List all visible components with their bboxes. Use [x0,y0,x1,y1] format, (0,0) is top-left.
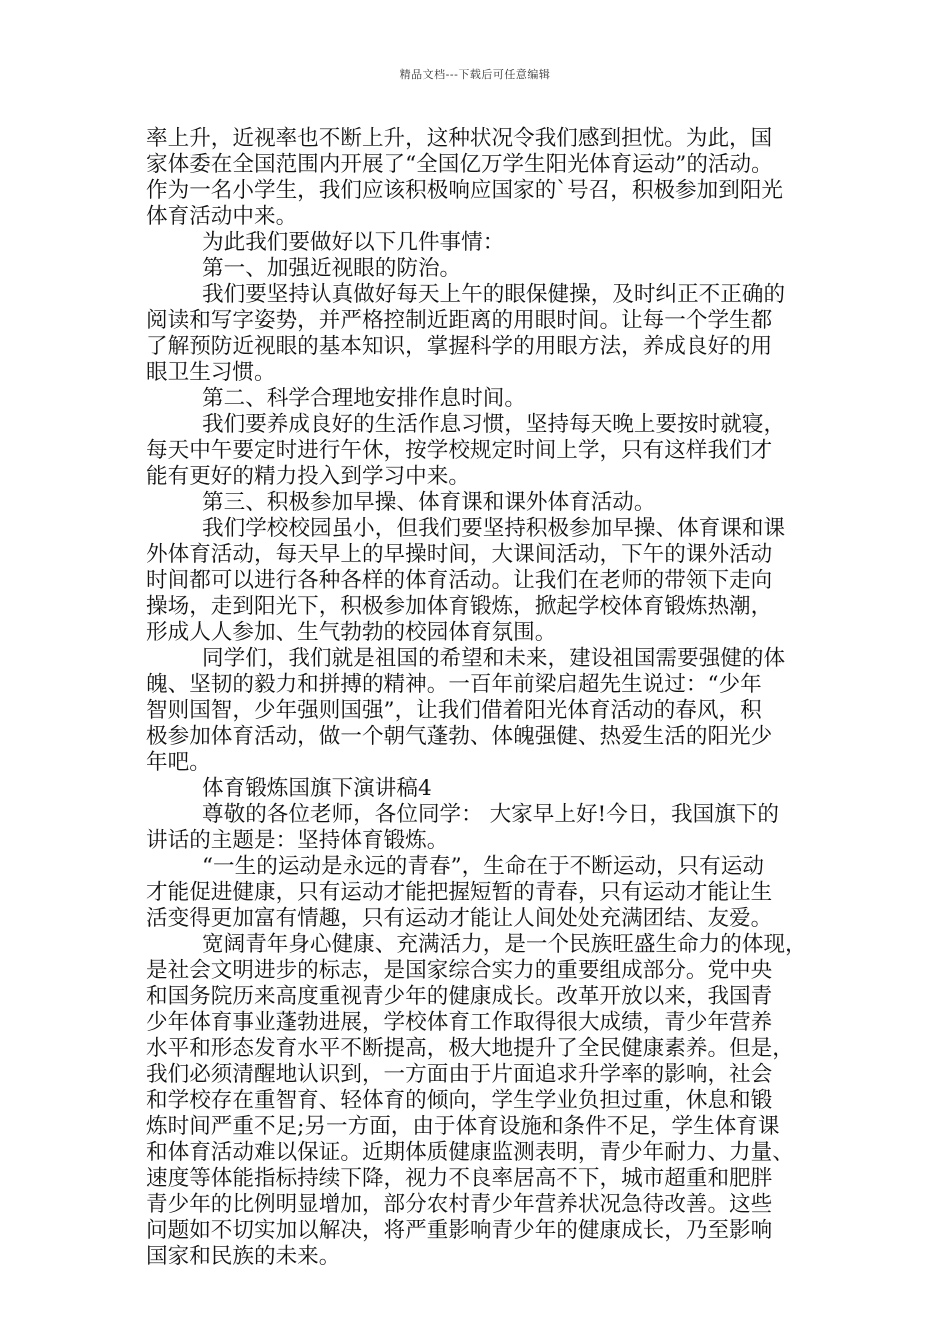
text-line: 活变得更加富有情趣，只有运动才能让人间处处充满团结、友爱。 [146,906,773,931]
text-line: 能有更好的精力投入到学习中来。 [146,464,470,489]
text-line: 魄、坚韧的毅力和拼搏的精神。一百年前梁启超先生说过：“少年 [146,672,762,697]
text-line: 宽阔青年身心健康、充满活力，是一个民族旺盛生命力的体现， [202,932,807,957]
text-line: 我们学校校园虽小，但我们要坚持积极参加早操、体育课和课 [202,516,786,541]
text-line: 尊敬的各位老师，各位同学： 大家早上好!今日，我国旗下的 [202,802,779,827]
text-line: 第三、积极参加早操、体育课和课外体育活动。 [202,490,656,515]
text-line: “一生的运动是永远的青春”，生命在于不断运动，只有运动 [202,854,764,879]
text-line: 少年体育事业蓬勃进展，学校体育工作取得很大成绩，青少年营养 [146,1010,773,1035]
text-line: 我们要坚持认真做好每天上午的眼保健操，及时纠正不正确的 [202,282,786,307]
text-line: 是社会文明进步的标志，是国家综合实力的重要组成部分。党中央 [146,958,773,983]
text-line: 第一、加强近视眼的防治。 [202,256,462,281]
text-line: 了解预防近视眼的基本知识，掌握科学的用眼方法，养成良好的用 [146,334,773,359]
text-line: 才能促进健康，只有运动才能把握短暂的青春，只有运动才能让生 [146,880,773,905]
text-line: 和体育活动难以保证。近期体质健康监测表明，青少年耐力、力量、 [146,1140,794,1165]
text-line: 青少年的比例明显增加，部分农村青少年营养状况急待改善。这些 [146,1192,773,1217]
text-line: 第二、科学合理地安排作息时间。 [202,386,526,411]
text-line: 我们必须清醒地认识到，一方面由于片面追求升学率的影响，社会 [146,1062,773,1087]
text-line: 年吧。 [146,750,211,775]
page-header: 精品文档---下载后可任意编辑 [399,68,551,81]
text-line: 水平和形态发育水平不断提高，极大地提升了全民健康素养。但是， [146,1036,794,1061]
text-line: 阅读和写字姿势，并严格控制近距离的用眼时间。让每一个学生都 [146,308,773,333]
text-line: 家体委在全国范围内开展了“全国亿万学生阳光体育运动”的活动。 [146,152,773,177]
text-line: 讲话的主题是：坚持体育锻炼。 [146,828,449,853]
text-line: 炼时间严重不足;另一方面，由于体育设施和条件不足，学生体育课 [146,1114,780,1139]
text-line: 我们要养成良好的生活作息习惯，坚持每天晚上要按时就寝， [202,412,786,437]
text-line: 操场，走到阳光下，积极参加体育锻炼，掀起学校体育锻炼热潮， [146,594,773,619]
text-line: 和国务院历来高度重视青少年的健康成长。改革开放以来，我国青 [146,984,773,1009]
text-line: 同学们，我们就是祖国的希望和未来，建设祖国需要强健的体 [202,646,786,671]
text-line: 时间都可以进行各种各样的体育活动。让我们在老师的带领下走向 [146,568,773,593]
text-line: 国家和民族的未来。 [146,1244,341,1269]
document-body [146,126,810,1270]
text-line: 率上升，近视率也不断上升，这种状况令我们感到担忧。为此，国 [146,126,773,151]
text-line: 和学校存在重智育、轻体育的倾向，学生学业负担过重，休息和锻 [146,1088,773,1113]
text-line: 体育锻炼国旗下演讲稿4 [202,776,432,801]
text-line: 眼卫生习惯。 [146,360,276,385]
text-line: 作为一名小学生，我们应该积极响应国家的`号召，积极参加到阳光 [146,178,784,203]
text-line: 每天中午要定时进行午休，按学校规定时间上学，只有这样我们才 [146,438,773,463]
text-line: 极参加体育活动，做一个朝气蓬勃、体魄强健、热爱生活的阳光少 [146,724,773,749]
text-line: 形成人人参加、生气勃勃的校园体育氛围。 [146,620,557,645]
text-line: 外体育活动，每天早上的早操时间，大课间活动，下午的课外活动 [146,542,773,567]
text-line: 智则国智，少年强则国强”，让我们借着阳光体育活动的春风，积 [146,698,762,723]
text-line: 体育活动中来。 [146,204,298,229]
text-line: 问题如不切实加以解决，将严重影响青少年的健康成长，乃至影响 [146,1218,773,1243]
text-line: 速度等体能指标持续下降，视力不良率居高不下，城市超重和肥胖 [146,1166,773,1191]
text-line: 为此我们要做好以下几件事情： [202,230,505,255]
